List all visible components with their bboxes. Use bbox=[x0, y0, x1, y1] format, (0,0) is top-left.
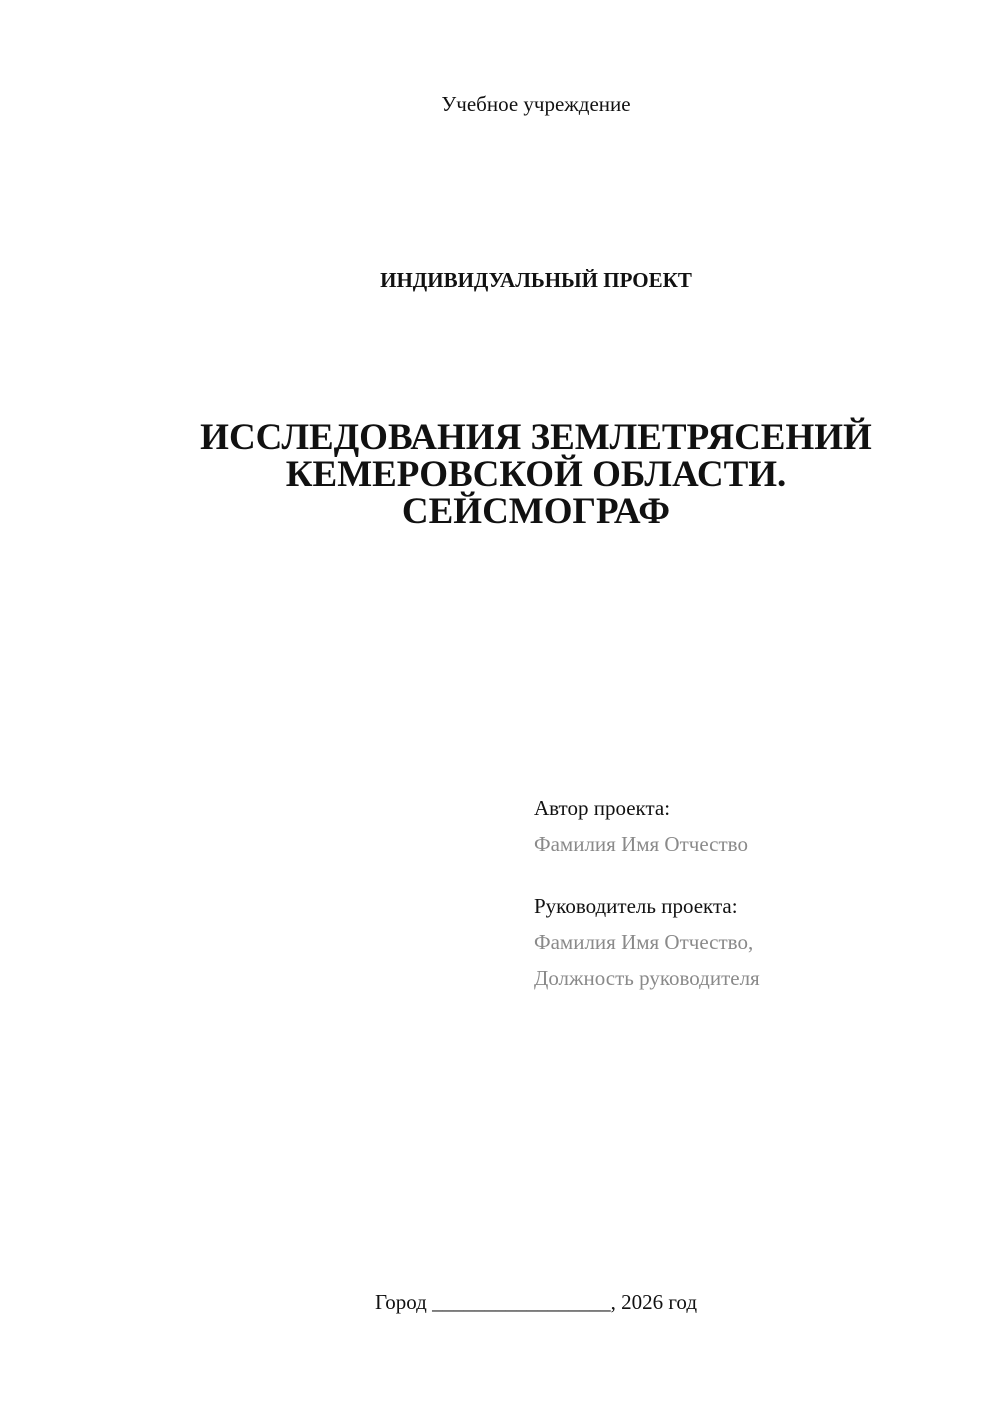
author-label: Автор проекта: bbox=[534, 796, 671, 820]
institution-name: Учебное учреждение bbox=[441, 92, 631, 116]
project-title bbox=[0, 419, 1000, 530]
supervisor-name: Фамилия Имя Отчество, bbox=[534, 930, 754, 954]
project-title-line: ИССЛЕДОВАНИЯ ЗЕМЛЕТРЯСЕНИЙ bbox=[200, 417, 872, 458]
author-name: Фамилия Имя Отчество bbox=[534, 832, 748, 856]
spacer bbox=[534, 862, 760, 888]
project-credits bbox=[534, 790, 760, 996]
document-type: ИНДИВИДУАЛЬНЫЙ ПРОЕКТ bbox=[380, 268, 692, 292]
supervisor-position: Должность руководителя bbox=[534, 966, 760, 990]
project-title-line: СЕЙСМОГРАФ bbox=[401, 491, 671, 532]
city-year-line: Город _________________, 2026 год bbox=[374, 1290, 698, 1314]
project-title-line: КЕМЕРОВСКОЙ ОБЛАСТИ. bbox=[285, 454, 787, 495]
supervisor-label: Руководитель проекта: bbox=[534, 894, 738, 918]
